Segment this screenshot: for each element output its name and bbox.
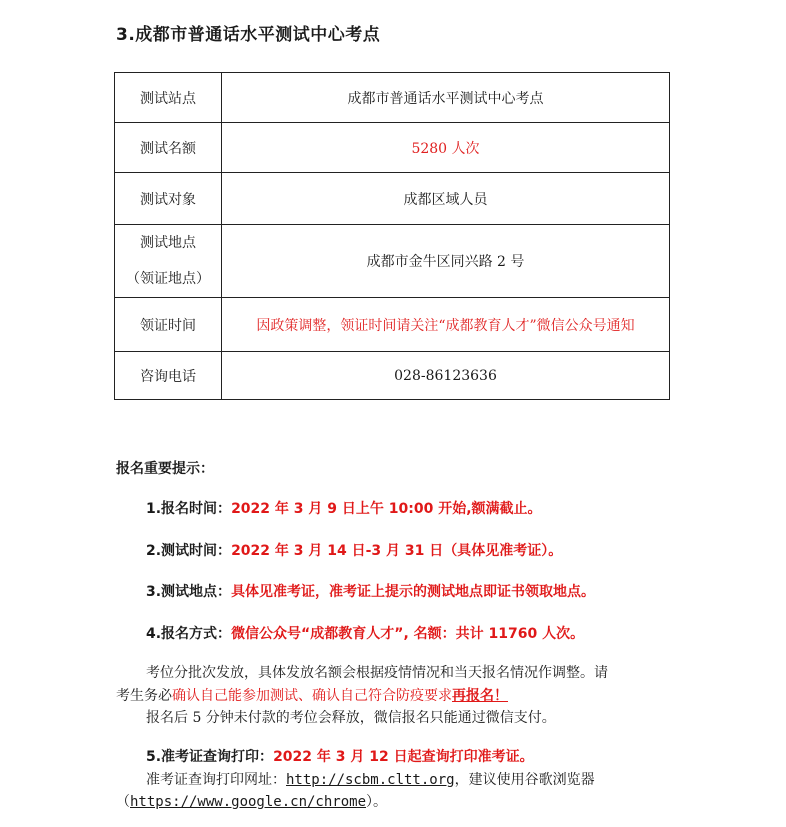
chrome-url-open: （ bbox=[116, 794, 130, 810]
row-value: 成都区域人员 bbox=[222, 173, 670, 225]
print-url-line bbox=[146, 769, 595, 789]
phone-value: 028-86123636 bbox=[222, 352, 670, 400]
notice-item bbox=[146, 581, 595, 601]
batch-note-warning: 确认自己能参加测试、确认自己符合防疫要求 bbox=[172, 688, 452, 704]
row-value: 成都市普通话水平测试中心考点 bbox=[222, 73, 670, 123]
batch-note-emphasis: 再报名！ bbox=[452, 688, 508, 704]
section-title: 3.成都市普通话水平测试中心考点 bbox=[116, 25, 381, 45]
notice-item-key: 5.准考证查询打印： bbox=[146, 749, 274, 765]
batch-note-line1: 考位分批次发放，具体发放名额会根据疫情情况和当天报名情况作调整。请 bbox=[146, 665, 608, 681]
notice-title: 报名重要提示： bbox=[116, 461, 214, 477]
quota-value: 5280 人次 bbox=[222, 123, 670, 173]
table-row bbox=[115, 73, 670, 123]
row-label-line1: 测试地点 bbox=[140, 235, 196, 251]
batch-note-prefix: 考生务必 bbox=[116, 688, 172, 704]
pickup-time-value: 因政策调整，领证时间请关注“成都教育人才”微信公众号通知 bbox=[222, 298, 670, 352]
table-row bbox=[115, 352, 670, 400]
row-label-line2: （领证地点） bbox=[126, 271, 210, 287]
print-url-suffix: ，建议使用谷歌浏览器 bbox=[454, 772, 595, 788]
row-label: 测试名额 bbox=[115, 123, 222, 173]
batch-note-line2 bbox=[116, 685, 508, 705]
notice-item bbox=[146, 746, 534, 766]
notice-item-key: 3.测试地点： bbox=[146, 584, 232, 600]
notice-item bbox=[146, 623, 584, 643]
chrome-url-line bbox=[116, 791, 387, 811]
notice-item-value: 微信公众号“成都教育人才”, 名额：共计 11760 人次。 bbox=[231, 626, 585, 642]
print-url-link[interactable]: http://scbm.cltt.org bbox=[286, 772, 455, 788]
table-row bbox=[115, 298, 670, 352]
row-label: 测试站点 bbox=[115, 73, 222, 123]
notice-item-value: 具体见准考证，准考证上提示的测试地点即证书领取地点。 bbox=[231, 584, 596, 600]
chrome-url-close: ）。 bbox=[366, 794, 388, 810]
row-label: 测试对象 bbox=[115, 173, 222, 225]
row-label: 领证时间 bbox=[115, 298, 222, 352]
payment-note: 报名后 5 分钟未付款的考位会释放，微信报名只能通过微信支付。 bbox=[146, 710, 556, 726]
notice-item-value: 2022 年 3 月 12 日起查询打印准考证。 bbox=[273, 749, 534, 765]
notice-item-key: 1.报名时间： bbox=[146, 501, 232, 517]
row-label bbox=[115, 225, 222, 298]
table-row bbox=[115, 123, 670, 173]
notice-item-value: 2022 年 3 月 9 日上午 10:00 开始,额满截止。 bbox=[231, 501, 542, 517]
notice-item bbox=[146, 498, 542, 518]
notice-item bbox=[146, 540, 562, 560]
test-site-info-table bbox=[114, 72, 670, 400]
notice-item-value: 2022 年 3 月 14 日-3 月 31 日（具体见准考证）。 bbox=[231, 543, 563, 559]
notice-item-key: 4.报名方式： bbox=[146, 626, 232, 642]
chrome-url-link[interactable]: https://www.google.cn/chrome bbox=[130, 794, 367, 810]
notice-item-key: 2.测试时间： bbox=[146, 543, 232, 559]
row-label: 咨询电话 bbox=[115, 352, 222, 400]
print-url-prefix: 准考证查询打印网址： bbox=[146, 772, 286, 788]
table-row bbox=[115, 173, 670, 225]
row-value: 成都市金牛区同兴路 2 号 bbox=[222, 225, 670, 298]
table-row bbox=[115, 225, 670, 298]
